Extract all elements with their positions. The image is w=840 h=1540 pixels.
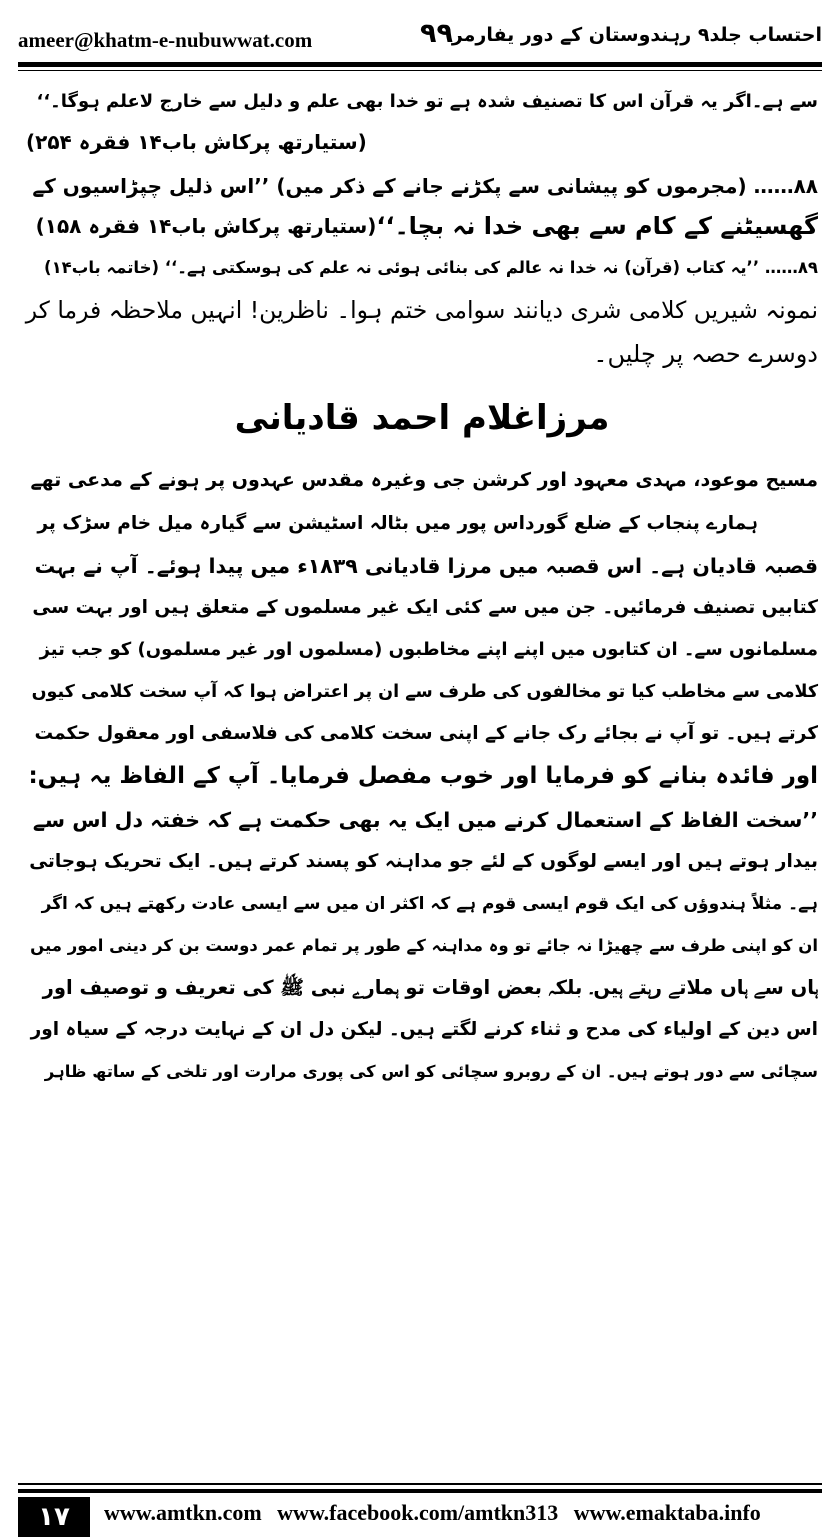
paragraph-line: مسیح موعود، مہدی معہود اور کرشن جی وغیرہ مقدس عہدوں پر ہونے کے مدعی تھے: [30, 469, 818, 491]
paragraph-line: کتابیں تصنیف فرمائیں۔ جن میں سے کئی ایک غیر مسلموں کے متعلق ہیں اور بہت سی: [32, 597, 818, 618]
quote-line: ’’سخت الفاظ کے استعمال کرنے میں ایک یہ بھی حکمت ہے کہ خفتہ دل اس سے: [32, 808, 818, 832]
paragraph-line: کلامی سے مخاطب کیا تو مخالفوں کی طرف سے ان پر اعتراض ہوا کہ آپ سخت کلامی کیوں: [31, 682, 818, 702]
reference-line: [26, 122, 818, 162]
page-header: [18, 14, 822, 58]
footer-link-facebook[interactable]: www.facebook.com/amtkn313: [277, 1500, 559, 1525]
quote-line: ہے۔ مثلاً ہندوؤں کی ایک قوم ایسی قوم ہے کہ اکثر ان میں سے ایسی عادت رکھتے ہیں کہ اگر: [41, 894, 818, 914]
paragraph-line: کرتے ہیں۔ تو آپ نے بجائے رک جانے کے اپنی سخت کلامی کی فلاسفی اور معقول حکمت: [34, 723, 818, 744]
quote-line: ہاں سے ہاں ملاتے رہتے ہیں۔ بلکہ بعض اوقات تو ہمارے نبی ﷺ کی تعریف و توصیف اور: [42, 976, 818, 999]
footer-links: [104, 1500, 822, 1526]
body-line: سے ہے۔اگر یہ قرآن اس کا تصنیف شدہ ہے تو خدا بھی علم و دلیل سے خارج لاعلم ہوگا۔‘‘: [36, 91, 818, 112]
header-book-title: احتساب جلد۹ رہندوستان کے دور یفارمر: [451, 24, 822, 46]
header-email[interactable]: ameer@khatm-e-nubuwwat.com: [18, 28, 313, 52]
quote-line: ان کو اپنی طرف سے چھیڑا نہ جائے تو وہ مداہنہ کے طور پر تمام عمر دوست بن کر دینی امور میں: [30, 936, 818, 955]
body-line: ۸۸…… (مجرموں کو پیشانی سے پکڑنے جانے کے ذکر میں) ’’اس ذلیل چپڑاسیوں کے: [32, 174, 818, 198]
footer-link-amtkn[interactable]: www.amtkn.com: [104, 1500, 262, 1525]
quote-line: بیدار ہوتے ہیں اور ایسے لوگوں کے لئے جو مداہنہ کو پسند کرتے ہیں۔ ایک تحریک ہوجاتی: [29, 851, 818, 872]
body-line: نمونہ شیریں کلامی شری دیانند سوامی ختم ہوا۔ ناظرین! انہیں ملاحظہ فرما کر: [25, 296, 818, 324]
reference-text: (ستیارتھ پرکاش باب۱۴ فقرہ ۲۵۴): [26, 130, 367, 154]
paragraph-line: مسلمانوں سے۔ ان کتابوں میں اپنے اپنے مخاطبوں (مسلموں اور غیر مسلموں) کو جب تیز: [39, 639, 818, 660]
section-heading: مرزاغلام احمد قادیانی: [234, 398, 610, 438]
footer-link-emaktaba[interactable]: www.emaktaba.info: [573, 1500, 761, 1525]
header-rule-thick: [18, 62, 822, 67]
reference-text: (ستیارتھ پرکاش باب۱۴ فقرہ ۱۵۸): [35, 214, 377, 238]
paragraph-line: قصبہ قادیان ہے۔ اس قصبہ میں مرزا قادیانی ۱۸۳۹ء میں پیدا ہوئے۔ آپ نے بہت: [34, 554, 818, 578]
paragraph-line: ہمارے پنجاب کے ضلع گورداس پور میں بٹالہ اسٹیشن سے گیارہ میل خام سڑک پر: [37, 513, 758, 534]
body-line: ۸۹…… ’’یہ کتاب (قرآن) نہ خدا نہ عالم کی بنائی ہوئی نہ علم کی ہوسکتی ہے۔‘‘ (خاتمہ باب۱۴): [44, 258, 818, 277]
header-rule-thin: [18, 70, 822, 71]
body-line-text: گھسیٹنے کے کام سے بھی خدا نہ بچا۔‘‘: [376, 212, 818, 240]
body-line: دوسرے حصہ پر چلیں۔: [593, 340, 818, 368]
paragraph-line: اور فائدہ بنانے کو فرمایا اور خوب مفصل فرمایا۔ آپ کے الفاظ یہ ہیں:: [28, 763, 818, 789]
footer-rule-thin: [18, 1483, 822, 1485]
quote-line: اس دین کے اولیاء کی مدح و ثناء کرنے لگتے ہیں۔ لیکن دل ان کے نہایت درجہ کے سیاہ اور: [30, 1019, 818, 1040]
quote-line: سچائی سے دور ہوتے ہیں۔ ان کے روبرو سچائی کو اس کی پوری مرارت اور تلخی کے ساتھ ظاہر: [44, 1062, 818, 1081]
body-line-with-ref: [26, 206, 818, 246]
footer-page-marker: ۱۷: [18, 1497, 90, 1537]
footer-rule-thick: [18, 1489, 822, 1493]
header-page-number: ۹۹: [420, 18, 453, 49]
